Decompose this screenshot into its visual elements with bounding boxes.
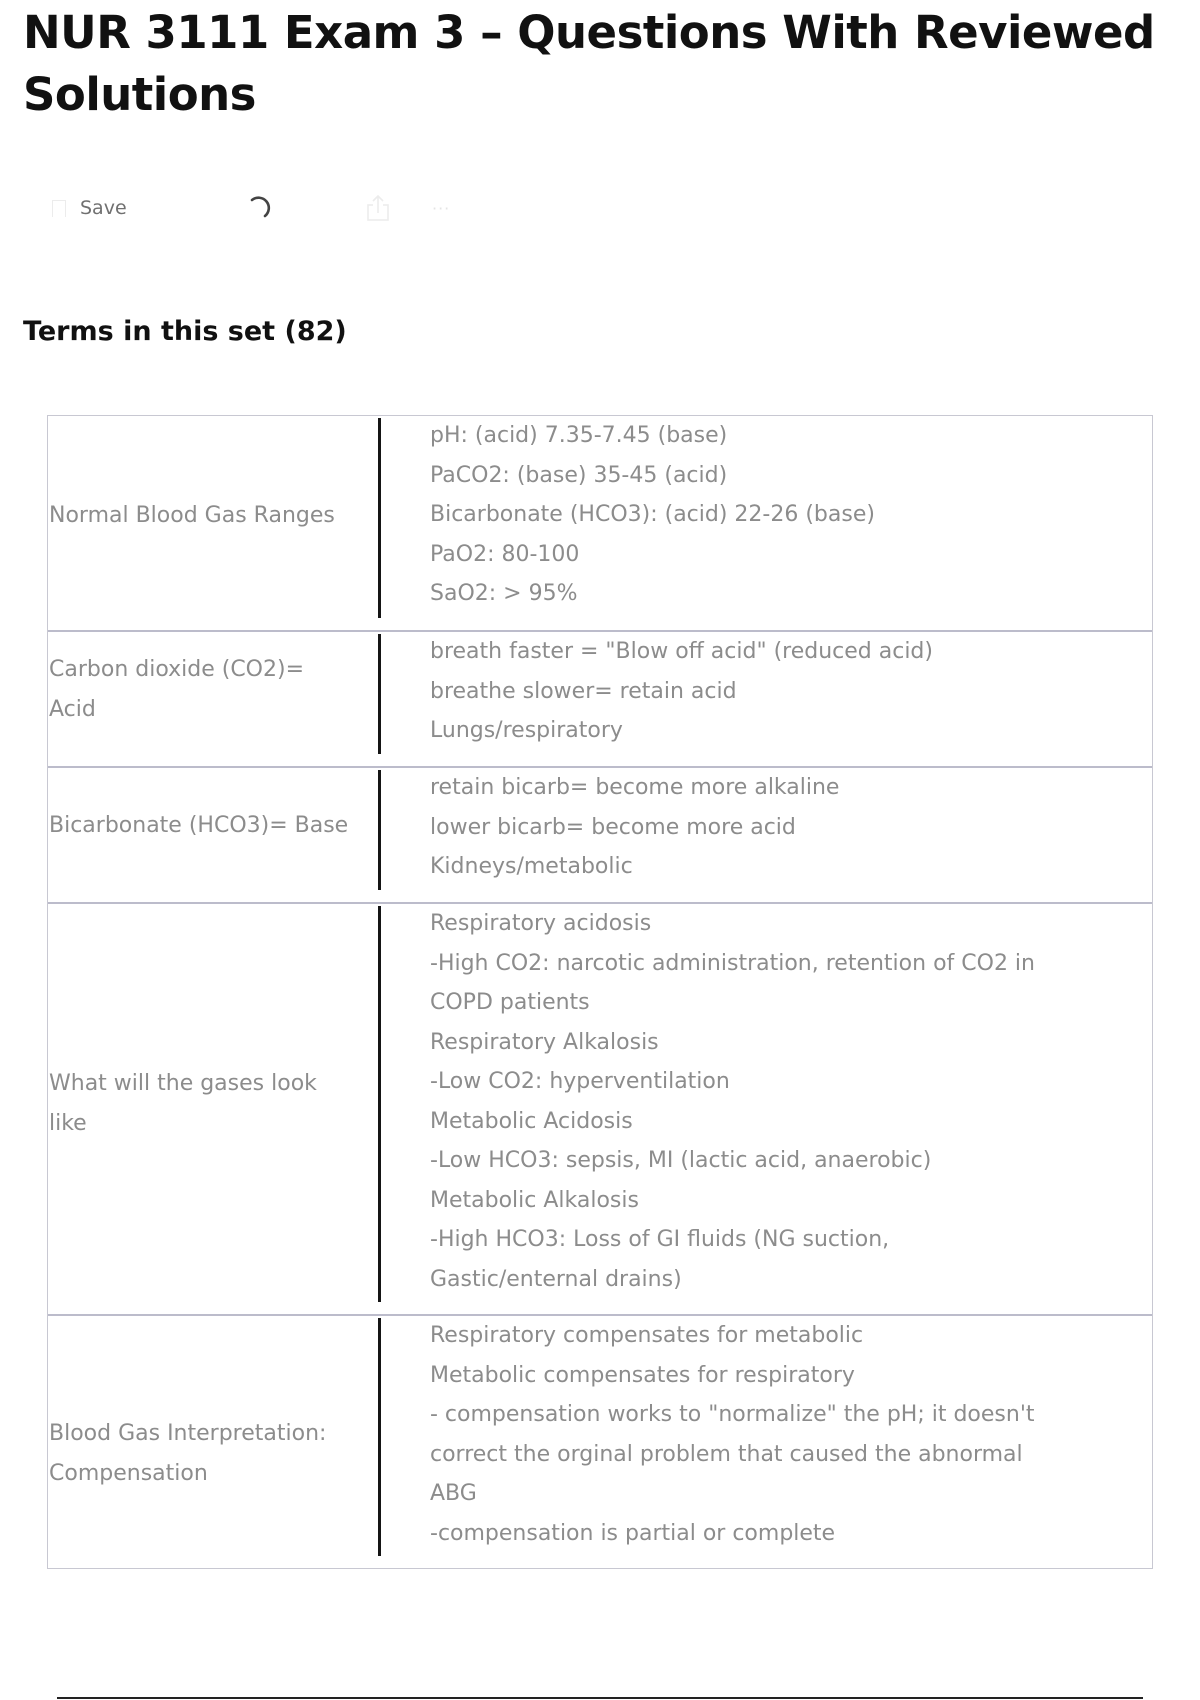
- definition-line: Metabolic compensates for respiratory: [430, 1362, 855, 1388]
- save-button[interactable]: [52, 190, 127, 226]
- loading-spinner-icon: [245, 194, 273, 222]
- term-card: [48, 630, 1152, 766]
- share-button[interactable]: [365, 190, 391, 226]
- definition-line: Respiratory acidosis: [430, 911, 652, 936]
- definition-line: PaO2: 80-100: [430, 541, 580, 567]
- term-text: Normal Blood Gas Ranges: [49, 503, 335, 528]
- definition-line: Bicarbonate (HCO3): (acid) 22-26 (base): [430, 502, 875, 527]
- toolbar: [52, 190, 512, 226]
- term-text: Blood Gas Interpretation: Compensation: [49, 1421, 327, 1486]
- definition-line: - compensation works to "normalize" the pH; it doesn't: [430, 1402, 1035, 1427]
- terms-table: [47, 415, 1153, 1569]
- definition-line: COPD patients: [430, 990, 590, 1015]
- term-card: [48, 1314, 1152, 1568]
- more-options-button[interactable]: [432, 190, 450, 226]
- definition-text: [430, 904, 1070, 1299]
- definition-line: Respiratory compensates for metabolic: [430, 1323, 864, 1348]
- term-text: What will the gases look like: [49, 1071, 317, 1136]
- bookmark-icon: [52, 200, 66, 217]
- term-card: [48, 766, 1152, 902]
- terms-heading: Terms in this set (82): [23, 316, 347, 347]
- definition-line: retain bicarb= become more alkaline: [430, 775, 840, 800]
- definition-line: -Low CO2: hyperventilation: [430, 1069, 730, 1094]
- bottom-divider: [57, 1697, 1143, 1699]
- definition-text: [430, 768, 1070, 887]
- definition-line: -Low HCO3: sepsis, MI (lactic acid, anaerobic): [430, 1148, 932, 1173]
- definition-text: [430, 416, 1070, 614]
- definition-line: breath faster = "Blow off acid" (reduced acid): [430, 639, 933, 664]
- page-title: NUR 3111 Exam 3 – Questions With Reviewed Solutions: [23, 6, 1155, 121]
- definition-text: [430, 632, 1070, 751]
- term-definition-divider: [378, 634, 381, 754]
- more-dots-icon: ···: [432, 198, 451, 218]
- save-label: Save: [80, 197, 127, 219]
- term-card: [48, 902, 1152, 1314]
- definition-line: Metabolic Alkalosis: [430, 1187, 639, 1213]
- term-definition-divider: [378, 1318, 381, 1556]
- term-definition-divider: [378, 770, 381, 890]
- definition-line: -High HCO3: Loss of GI fluids (NG suction,: [430, 1227, 890, 1252]
- definition-line: Metabolic Acidosis: [430, 1108, 633, 1134]
- definition-line: Respiratory Alkalosis: [430, 1029, 659, 1055]
- definition-text: [430, 1316, 1070, 1553]
- definition-line: ABG: [430, 1481, 477, 1506]
- term-text: Bicarbonate (HCO3)= Base: [49, 813, 349, 838]
- definition-line: Lungs/respiratory: [430, 718, 623, 743]
- definition-line: SaO2: > 95%: [430, 581, 578, 606]
- share-icon: [365, 193, 391, 223]
- term-text: Carbon dioxide (CO2)= Acid: [49, 657, 305, 722]
- definition-line: breathe slower= retain acid: [430, 678, 737, 704]
- definition-line: -compensation is partial or complete: [430, 1520, 836, 1546]
- term-definition-divider: [378, 418, 381, 618]
- definition-line: lower bicarb= become more acid: [430, 814, 796, 840]
- definition-line: correct the orginal problem that caused the abnormal: [430, 1441, 1023, 1467]
- term-definition-divider: [378, 906, 381, 1302]
- definition-line: PaCO2: (base) 35-45 (acid): [430, 462, 728, 488]
- definition-line: -High CO2: narcotic administration, retention of CO2 in: [430, 950, 1035, 976]
- term-card: [48, 416, 1152, 630]
- definition-line: pH: (acid) 7.35-7.45 (base): [430, 423, 728, 448]
- definition-line: Kidneys/metabolic: [430, 854, 633, 879]
- definition-line: Gastic/enternal drains): [430, 1266, 682, 1292]
